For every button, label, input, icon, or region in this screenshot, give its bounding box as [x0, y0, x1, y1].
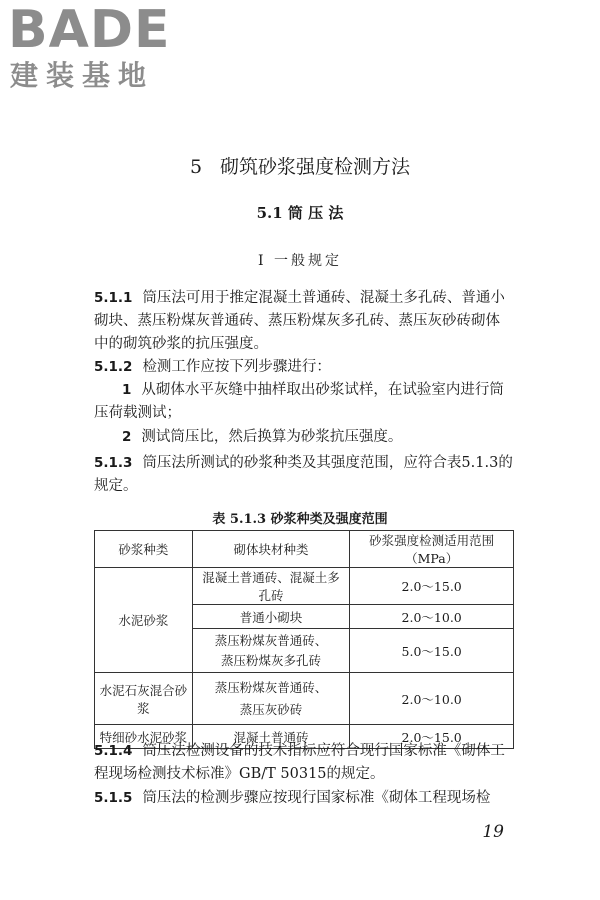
range-cell: 2.0～10.0	[350, 673, 514, 725]
mortar-type-cell: 特细砂水泥砂浆	[95, 725, 193, 749]
clause-5-1-2	[94, 356, 514, 379]
block-type-cell: 混凝土普通砖、混凝土多孔砖	[192, 568, 350, 605]
item-number: 2	[122, 429, 132, 445]
item-number: 1	[122, 382, 132, 398]
subsection-title: Ⅰ 一般规定	[258, 253, 342, 269]
mortar-type-cell: 水泥砂浆	[95, 568, 193, 673]
block-type-cell: 普通小砌块	[192, 605, 350, 629]
clause-number: 5.1.5	[94, 790, 133, 806]
clause-text: 筒压法检测设备的技术指标应符合现行国家标准《砌体工程现场检测技术标准》GB/T 50315的规定。	[94, 743, 505, 782]
clause-item-2	[94, 426, 514, 449]
table-header-cell: 砂浆种类	[95, 531, 193, 568]
clause-5-1-3	[94, 452, 514, 498]
range-cell: 2.0～15.0	[350, 725, 514, 749]
brand-logo	[8, 0, 176, 92]
chapter-title-text: 砌筑砂浆强度检测方法	[220, 156, 411, 178]
mortar-strength-table	[94, 530, 514, 749]
range-cell: 2.0～10.0	[350, 605, 514, 629]
block-type-line: 蒸压粉煤灰普通砖、	[214, 679, 328, 695]
table-row	[95, 568, 514, 605]
table-header-cell: 砂浆强度检测适用范围（MPa）	[350, 531, 514, 568]
mortar-type-cell: 水泥石灰混合砂浆	[95, 673, 193, 725]
table-header-cell: 砌体块材种类	[192, 531, 350, 568]
chapter-title	[0, 152, 600, 179]
block-type-line: 蒸压灰砂砖	[239, 701, 303, 717]
clause-number: 5.1.1	[94, 290, 133, 306]
item-text: 从砌体水平灰缝中抽样取出砂浆试样，在试验室内进行筒压荷载测试；	[94, 382, 504, 421]
clause-number: 5.1.4	[94, 743, 133, 759]
clause-text: 筒压法所测试的砂浆种类及其强度范围，应符合表5.1.3的规定。	[94, 455, 513, 494]
table-row	[95, 673, 514, 725]
table-caption: 表 5.1.3 砂浆种类及强度范围	[212, 512, 388, 527]
block-type-cell	[192, 629, 350, 673]
block-type-line: 蒸压粉煤灰多孔砖	[221, 652, 322, 668]
clause-item-1	[94, 379, 514, 425]
clause-text: 检测工作应按下列步骤进行：	[142, 359, 331, 375]
item-text: 测试筒压比，然后换算为砂浆抗压强度。	[141, 429, 403, 445]
logo-tagline: 建装基地	[10, 59, 155, 92]
logo-brand-text: BADE	[8, 0, 171, 60]
clause-number: 5.1.3	[94, 455, 133, 471]
clause-5-1-1	[94, 287, 514, 356]
clause-5-1-5	[94, 787, 514, 810]
section-title: 5.1 筒 压 法	[256, 204, 344, 222]
range-cell: 2.0～15.0	[350, 568, 514, 605]
clause-text: 筒压法的检测步骤应按现行国家标准《砌体工程现场检	[142, 790, 491, 806]
table-header-row	[95, 531, 514, 568]
clause-number: 5.1.2	[94, 359, 133, 375]
range-cell: 5.0～15.0	[350, 629, 514, 673]
block-type-cell: 混凝土普通砖	[192, 725, 350, 749]
clause-text: 筒压法可用于推定混凝土普通砖、混凝土多孔砖、普通小砌块、蒸压粉煤灰普通砖、蒸压粉煤灰多孔砖、蒸压灰砂砖砌体中的砌筑砂浆的抗压强度。	[94, 290, 505, 352]
block-type-cell	[192, 673, 350, 725]
block-type-line: 蒸压粉煤灰普通砖、	[214, 632, 328, 648]
chapter-number: 5	[189, 156, 203, 178]
clause-5-1-4	[94, 740, 514, 786]
page-number: 19	[482, 822, 504, 842]
